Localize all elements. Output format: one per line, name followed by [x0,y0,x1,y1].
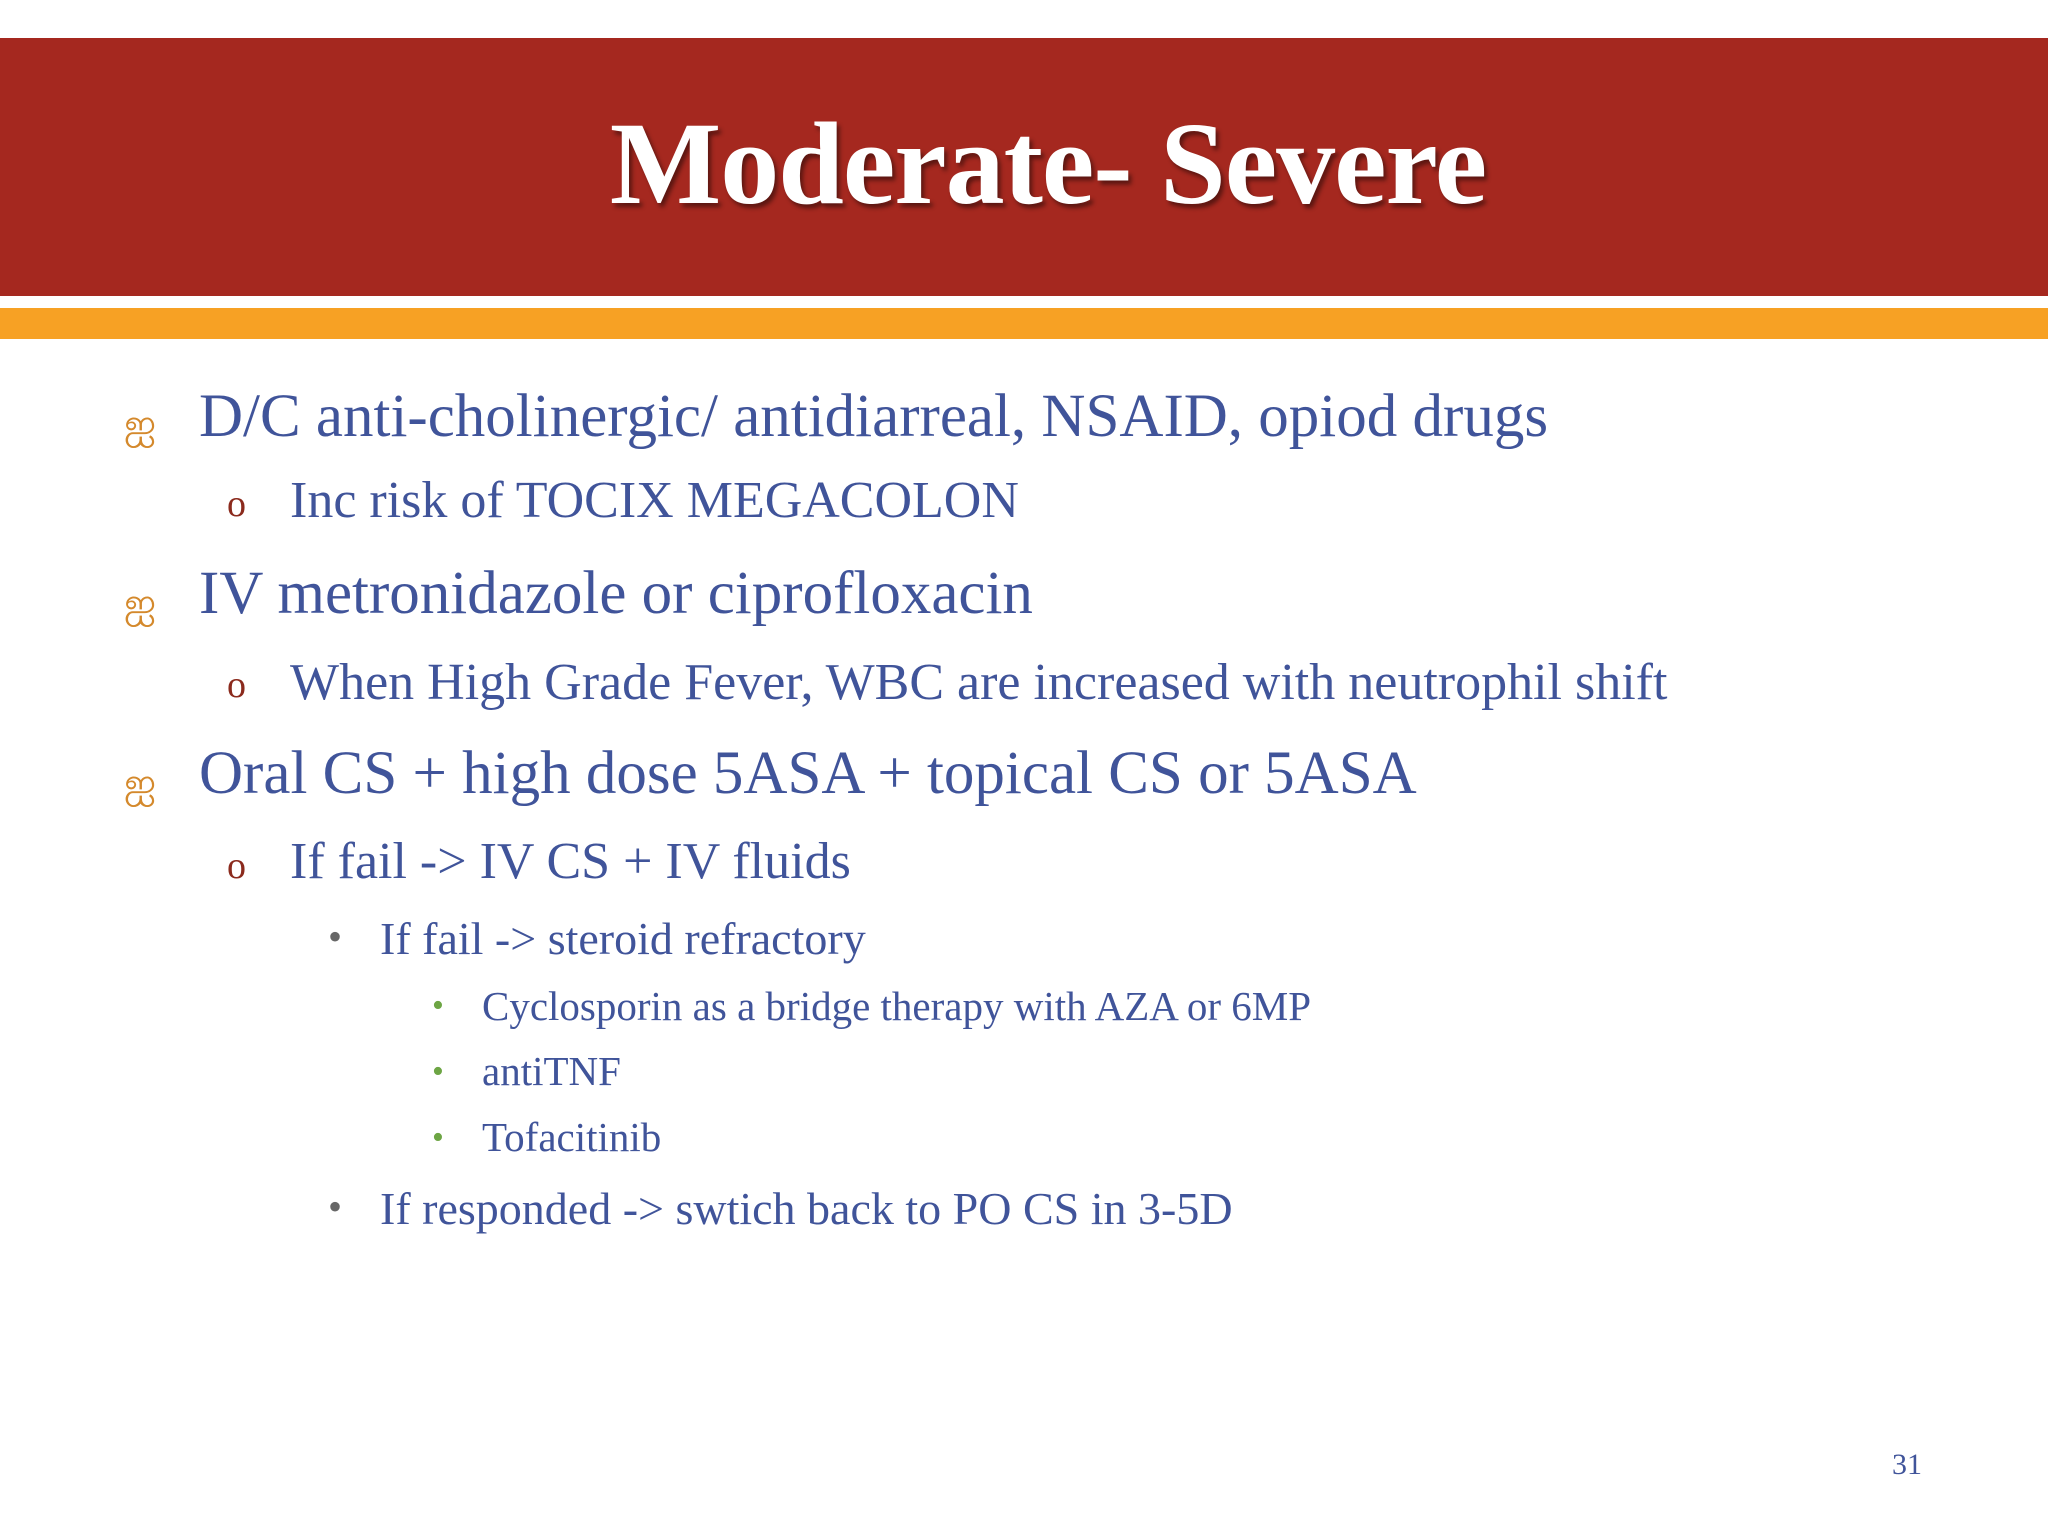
slide-title: Moderate- Severe [609,98,1487,229]
bullet-text: Cyclosporin as a bridge therapy with AZA or 6MP [482,983,1312,1029]
open-circle-icon: o [227,845,246,887]
bullet-text: IV metronidazole or ciprofloxacin [199,560,1033,627]
bullet-text: When High Grade Fever, WBC are increased with neutrophil shift [290,654,1668,711]
bullet-text: D/C anti-cholinergic/ antidiarreal, NSAID, opiod drugs [199,383,1549,450]
swash-ornament-icon: ஐ [124,580,157,625]
swash-ornament-icon: ஐ [124,760,157,805]
slide-page-number: 31 [1892,1448,1922,1481]
open-circle-icon: o [227,483,246,525]
bullet-text: If fail -> IV CS + IV fluids [290,833,851,890]
filled-dot-icon: • [328,914,343,959]
bullet-text: antiTNF [482,1048,621,1094]
bullet-text: If responded -> swtich back to PO CS in 3-5D [380,1183,1233,1234]
bullet-text: Inc risk of TOCIX MEGACOLON [290,472,1019,529]
bullet-text: Tofacitinib [482,1114,662,1160]
filled-dot-icon: • [432,1119,444,1156]
bullet-text: Oral CS + high dose 5ASA + topical CS or 5ASA [199,740,1417,807]
open-circle-icon: o [227,664,246,706]
filled-dot-icon: • [432,1053,444,1090]
filled-dot-icon: • [432,987,444,1024]
filled-dot-icon: • [328,1184,343,1229]
swash-ornament-icon: ஐ [124,401,157,446]
bullet-text: If fail -> steroid refractory [380,913,866,964]
